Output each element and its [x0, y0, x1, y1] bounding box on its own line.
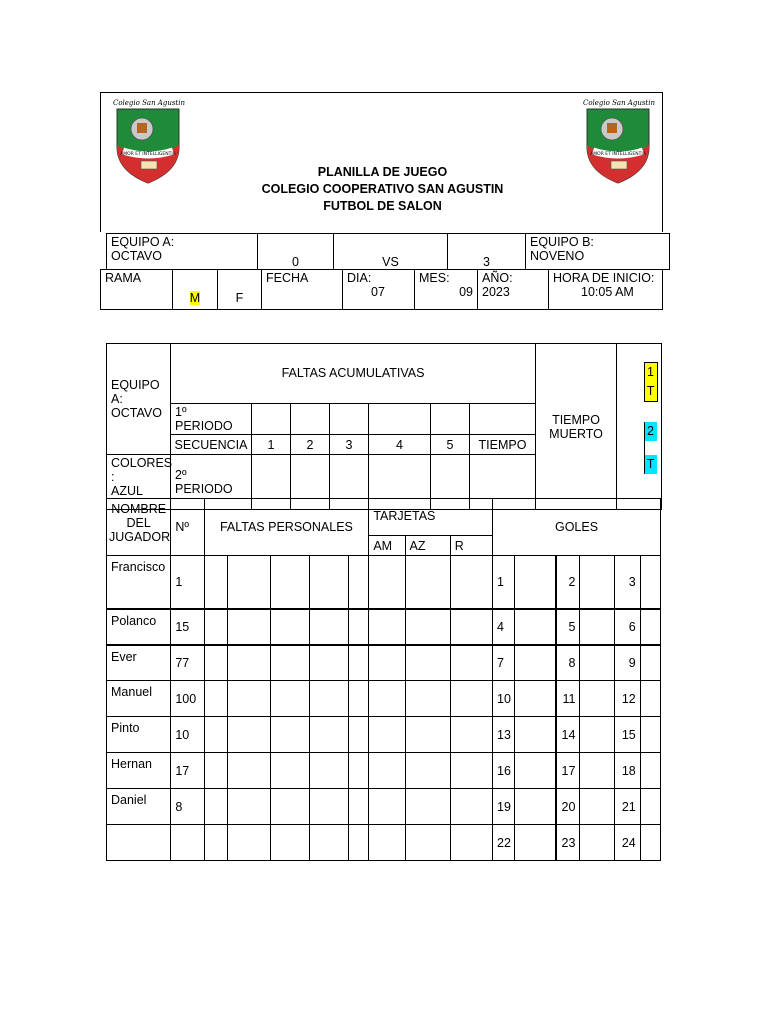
hora-cell [549, 270, 663, 310]
foul-cell[interactable] [204, 556, 227, 609]
score-b: 3 [448, 234, 526, 270]
foul-cell[interactable] [227, 609, 270, 645]
goal-number: 19 [493, 789, 515, 825]
player-row [107, 717, 661, 753]
goal-cell[interactable] [580, 717, 614, 753]
goal-number: 9 [614, 645, 640, 681]
rama-m: M [189, 291, 201, 305]
player-number [171, 825, 204, 861]
goal-number: 17 [556, 753, 580, 789]
goal-number: 2 [556, 556, 580, 609]
foul-cell[interactable] [349, 681, 369, 717]
card-cell[interactable] [450, 717, 492, 753]
foul-cell[interactable] [270, 825, 309, 861]
seq-1: 1 [252, 435, 291, 455]
svg-text:AMOR ET INTELLIGENTIA: AMOR ET INTELLIGENTIA [120, 152, 176, 157]
am-header: AM [369, 536, 405, 556]
tm-marks [640, 344, 662, 510]
goal-cell[interactable] [515, 753, 556, 789]
card-cell[interactable] [405, 609, 450, 645]
rama-f: F [218, 270, 262, 310]
foul-cell[interactable] [270, 609, 309, 645]
player-number: 1 [171, 556, 204, 609]
goal-cell[interactable] [515, 609, 556, 645]
foul-cell[interactable] [349, 753, 369, 789]
p1-cell-2[interactable] [291, 404, 330, 435]
goal-number: 24 [614, 825, 640, 861]
team-b-label: EQUIPO B: [530, 235, 594, 249]
player-name: Polanco [107, 609, 171, 645]
card-cell[interactable] [450, 753, 492, 789]
card-cell[interactable] [450, 789, 492, 825]
goal-number: 1 [493, 556, 515, 609]
foul-cell[interactable] [270, 789, 309, 825]
goal-cell[interactable] [580, 556, 614, 609]
goal-cell[interactable] [580, 753, 614, 789]
foul-cell[interactable] [349, 825, 369, 861]
anio-label: AÑO: [482, 271, 513, 285]
team-a-label: EQUIPO A: [111, 235, 175, 249]
team-b-name: NOVENO [530, 249, 585, 263]
faltas-acumulativas: FALTAS ACUMULATIVAS [171, 344, 536, 404]
faltas-personales: FALTAS PERSONALES [204, 499, 369, 556]
player-name: Pinto [107, 717, 171, 753]
p1-cell-tiempo[interactable] [470, 404, 536, 435]
player-name: Daniel [107, 789, 171, 825]
player-number: 15 [171, 609, 204, 645]
player-number: 77 [171, 645, 204, 681]
card-cell[interactable] [405, 753, 450, 789]
goal-number: 21 [614, 789, 640, 825]
card-cell[interactable] [369, 556, 405, 609]
goal-number: 16 [493, 753, 515, 789]
p1-cell-3[interactable] [330, 404, 369, 435]
colores-value: AZUL [111, 484, 143, 498]
foul-cell[interactable] [204, 645, 227, 681]
tm-2-letter: T [645, 455, 657, 474]
seq-4: 4 [369, 435, 431, 455]
goal-cell[interactable] [515, 717, 556, 753]
foul-cell[interactable] [310, 789, 349, 825]
goal-number: 3 [614, 556, 640, 609]
az-header: AZ [405, 536, 450, 556]
goal-cell[interactable] [580, 609, 614, 645]
card-cell[interactable] [369, 753, 405, 789]
p1-cell-5[interactable] [431, 404, 470, 435]
card-cell[interactable] [369, 717, 405, 753]
equipo-label: EQUIPO A: [111, 378, 160, 406]
colores-label: COLORES : [111, 456, 173, 484]
goal-cell[interactable] [515, 645, 556, 681]
foul-cell[interactable] [204, 789, 227, 825]
foul-cell[interactable] [227, 556, 270, 609]
player-name: Francisco [107, 556, 171, 609]
goal-cell[interactable] [640, 681, 660, 717]
seq-2: 2 [291, 435, 330, 455]
player-row [107, 789, 661, 825]
tm-1-letter: T [645, 382, 657, 401]
card-cell[interactable] [369, 825, 405, 861]
foul-cell[interactable] [227, 645, 270, 681]
foul-cell[interactable] [349, 645, 369, 681]
goal-cell[interactable] [580, 681, 614, 717]
hora-value: 10:05 AM [581, 285, 634, 299]
player-number: 17 [171, 753, 204, 789]
foul-cell[interactable] [349, 717, 369, 753]
tm-2-num: 2 [645, 422, 657, 441]
goal-cell[interactable] [640, 789, 660, 825]
foul-cell[interactable] [204, 717, 227, 753]
player-row [107, 645, 661, 681]
goal-cell[interactable] [640, 645, 660, 681]
goal-number: 11 [556, 681, 580, 717]
mes-cell [415, 270, 478, 310]
card-cell[interactable] [450, 556, 492, 609]
card-cell[interactable] [405, 681, 450, 717]
foul-cell[interactable] [270, 753, 309, 789]
header-box [100, 92, 663, 232]
goal-cell[interactable] [580, 789, 614, 825]
team-a-name: OCTAVO [111, 249, 162, 263]
anio-value: 2023 [482, 285, 510, 299]
info-table [100, 269, 663, 310]
svg-text:Colegio San Agustin: Colegio San Agustin [112, 99, 186, 107]
goal-number: 18 [614, 753, 640, 789]
card-cell[interactable] [405, 645, 450, 681]
player-row [107, 681, 661, 717]
goal-cell[interactable] [515, 681, 556, 717]
r-header: R [450, 536, 492, 556]
secuencia-label: SECUENCIA [171, 435, 252, 455]
seq-3: 3 [330, 435, 369, 455]
player-number: 100 [171, 681, 204, 717]
match-table [106, 233, 670, 270]
foul-cell[interactable] [349, 556, 369, 609]
goles-header: GOLES [493, 499, 661, 556]
tiempo-label: TIEMPO [470, 435, 536, 455]
foul-cell[interactable] [349, 789, 369, 825]
goal-cell[interactable] [515, 789, 556, 825]
goal-cell[interactable] [515, 556, 556, 609]
player-row [107, 609, 661, 645]
equipo-cell [107, 344, 171, 455]
player-row [107, 556, 661, 609]
player-row [107, 753, 661, 789]
p1-cell-1[interactable] [252, 404, 291, 435]
goal-cell[interactable] [515, 825, 556, 861]
foul-cell[interactable] [227, 681, 270, 717]
goal-cell[interactable] [640, 717, 660, 753]
goal-cell[interactable] [580, 645, 614, 681]
score-a: 0 [258, 234, 334, 270]
tarjetas-header: TARJETAS [369, 499, 493, 536]
title-line-3: FUTBOL DE SALON [323, 199, 442, 213]
fecha-label: FECHA [262, 270, 343, 310]
foul-cell[interactable] [227, 825, 270, 861]
svg-text:AMOR ET INTELLIGENTIA: AMOR ET INTELLIGENTIA [590, 152, 646, 157]
player-name [107, 825, 171, 861]
title-line-2: COLEGIO COOPERATIVO SAN AGUSTIN [261, 182, 504, 196]
foul-cell[interactable] [270, 645, 309, 681]
card-cell[interactable] [405, 717, 450, 753]
tiempo-muerto: TIEMPO MUERTO [536, 344, 617, 510]
foul-cell[interactable] [270, 717, 309, 753]
foul-cell[interactable] [310, 645, 349, 681]
foul-cell[interactable] [227, 717, 270, 753]
team-a-cell [107, 234, 258, 270]
goal-number: 4 [493, 609, 515, 645]
foul-cell[interactable] [310, 556, 349, 609]
player-rows [107, 556, 661, 861]
foul-cell[interactable] [270, 681, 309, 717]
foul-cell[interactable] [227, 753, 270, 789]
foul-cell[interactable] [310, 753, 349, 789]
goal-cell[interactable] [640, 753, 660, 789]
card-cell[interactable] [369, 609, 405, 645]
goal-cell[interactable] [640, 556, 660, 609]
tm-spacer [617, 344, 640, 510]
goal-number: 8 [556, 645, 580, 681]
card-cell[interactable] [405, 825, 450, 861]
card-cell[interactable] [450, 645, 492, 681]
card-cell[interactable] [450, 609, 492, 645]
faltas-table [106, 343, 662, 510]
player-name: Hernan [107, 753, 171, 789]
seq-5: 5 [431, 435, 470, 455]
foul-cell[interactable] [204, 753, 227, 789]
goal-number: 12 [614, 681, 640, 717]
mes-label: MES: [419, 271, 450, 285]
foul-cell[interactable] [310, 681, 349, 717]
player-row [107, 825, 661, 861]
p1-cell-4[interactable] [369, 404, 431, 435]
tm-box-1 [644, 362, 658, 402]
card-cell[interactable] [450, 825, 492, 861]
dia-label: DIA: [347, 271, 372, 285]
hora-label: HORA DE INICIO: [553, 271, 655, 285]
foul-cell[interactable] [204, 825, 227, 861]
card-cell[interactable] [369, 645, 405, 681]
foul-cell[interactable] [310, 609, 349, 645]
rama-label: RAMA [101, 270, 173, 310]
goal-number: 23 [556, 825, 580, 861]
foul-cell[interactable] [204, 609, 227, 645]
goal-cell[interactable] [580, 825, 614, 861]
foul-cell[interactable] [310, 717, 349, 753]
goal-number: 14 [556, 717, 580, 753]
team-b-cell [526, 234, 670, 270]
goal-number: 13 [493, 717, 515, 753]
anio-cell [478, 270, 549, 310]
periodo-1-label: 1º PERIODO [171, 404, 252, 435]
nombre-jugador: NOMBRE DEL JUGADOR [107, 499, 171, 556]
player-number: 8 [171, 789, 204, 825]
card-cell[interactable] [450, 681, 492, 717]
tm-box-2 [644, 422, 657, 474]
numero-header: Nº [171, 499, 204, 556]
svg-text:Colegio San Agustin: Colegio San Agustin [582, 99, 656, 107]
foul-cell[interactable] [270, 556, 309, 609]
dia-value: 07 [371, 285, 385, 299]
foul-cell[interactable] [310, 825, 349, 861]
player-number: 10 [171, 717, 204, 753]
foul-cell[interactable] [349, 609, 369, 645]
goal-number: 15 [614, 717, 640, 753]
card-cell[interactable] [405, 789, 450, 825]
goal-number: 10 [493, 681, 515, 717]
card-cell[interactable] [369, 789, 405, 825]
mes-value: 09 [459, 285, 473, 299]
vs-label: VS [334, 234, 448, 270]
rama-m-cell [173, 270, 218, 310]
goal-number: 22 [493, 825, 515, 861]
goal-cell[interactable] [640, 825, 660, 861]
player-name: Manuel [107, 681, 171, 717]
card-cell[interactable] [369, 681, 405, 717]
goal-number: 6 [614, 609, 640, 645]
dia-cell [343, 270, 415, 310]
goal-cell[interactable] [640, 609, 660, 645]
foul-cell[interactable] [227, 789, 270, 825]
periodo-2-label: 2º PERIODO [171, 455, 252, 510]
players-table [106, 498, 661, 861]
equipo-name: OCTAVO [111, 406, 162, 420]
title-line-1: PLANILLA DE JUEGO [317, 165, 448, 179]
goal-number: 5 [556, 609, 580, 645]
foul-cell[interactable] [204, 681, 227, 717]
card-cell[interactable] [405, 556, 450, 609]
player-name: Ever [107, 645, 171, 681]
goal-number: 7 [493, 645, 515, 681]
tm-1-num: 1 [645, 363, 657, 382]
goal-number: 20 [556, 789, 580, 825]
